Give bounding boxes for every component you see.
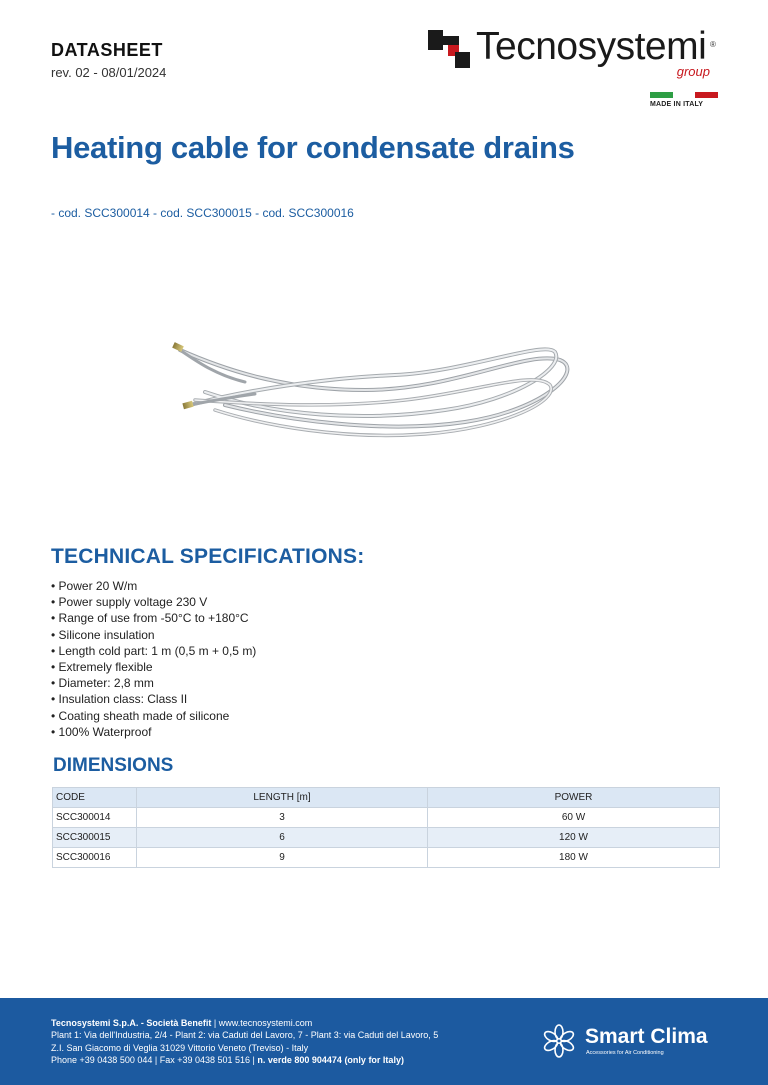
logo-registered-mark: ® <box>710 40 716 49</box>
spec-item: • Power supply voltage 230 V <box>51 594 256 610</box>
document-type: DATASHEET <box>51 40 163 60</box>
dimensions-heading: DIMENSIONS <box>53 755 174 776</box>
spec-item: • Diameter: 2,8 mm <box>51 675 256 691</box>
footer-location: Z.I. San Giacomo di Veglia 31029 Vittorio Veneto (Treviso) - Italy <box>51 1042 309 1053</box>
spec-item: • Length cold part: 1 m (0,5 m + 0,5 m) <box>51 643 256 659</box>
heating-cable-image <box>165 330 575 450</box>
cell-code: SCC300016 <box>53 848 137 868</box>
cell-length: 3 <box>137 808 428 828</box>
smart-clima-snowflake-icon <box>540 1022 578 1060</box>
cell-code: SCC300015 <box>53 828 137 848</box>
revision-date: rev. 02 - 08/01/2024 <box>51 65 167 80</box>
technical-specifications-heading: TECHNICAL SPECIFICATIONS: <box>51 545 365 568</box>
cell-power: 60 W <box>428 808 720 828</box>
spec-item: • Coating sheath made of silicone <box>51 708 256 724</box>
table-row <box>53 828 720 848</box>
spec-item: • Range of use from -50°C to +180°C <box>51 610 256 626</box>
footer-separator: | <box>211 1018 219 1028</box>
footer-phone: Phone +39 0438 500 044 <box>51 1054 153 1065</box>
column-header-power: POWER <box>428 788 720 808</box>
column-header-code: CODE <box>53 788 137 808</box>
footer-separator: | <box>152 1054 160 1065</box>
spec-item: • Power 20 W/m <box>51 578 256 594</box>
italian-flag-icon <box>650 92 718 98</box>
made-in-italy-badge <box>650 92 718 108</box>
logo-group-text: group <box>676 64 710 79</box>
footer-contact-info <box>51 1017 438 1066</box>
cell-power: 120 W <box>428 828 720 848</box>
cell-length: 9 <box>137 848 428 868</box>
spec-item: • Extremely flexible <box>51 659 256 675</box>
cell-code: SCC300014 <box>53 808 137 828</box>
footer-plants-address: Plant 1: Via dell'Industria, 2/4 - Plant 2: via Caduti del Lavoro, 7 - Plant 3: via Caduti del Lavoro, 5 <box>51 1030 439 1041</box>
specifications-list <box>51 578 256 740</box>
page-footer <box>0 998 768 1085</box>
page-title: Heating cable for condensate drains <box>51 130 575 165</box>
document-header <box>51 40 166 80</box>
table-row <box>53 808 720 828</box>
footer-company-name: Tecnosystemi S.p.A. - Società Benefit <box>51 1018 212 1028</box>
dimensions-table <box>52 787 720 868</box>
footer-separator: | <box>250 1054 258 1065</box>
table-row <box>53 848 720 868</box>
footer-toll-free: n. verde 800 904474 (only for Italy) <box>257 1054 404 1065</box>
cell-power: 180 W <box>428 848 720 868</box>
spec-item: • 100% Waterproof <box>51 724 256 740</box>
smart-clima-tagline: Accessories for Air Conditioning <box>586 1050 664 1056</box>
tecnosystemi-logo-icon <box>428 30 470 68</box>
product-codes: - cod. SCC300014 - cod. SCC300015 - cod. SCC300016 <box>51 206 354 220</box>
footer-website-link[interactable]: www.tecnosystemi.com <box>218 1018 313 1028</box>
footer-fax: Fax +39 0438 501 516 <box>159 1054 251 1065</box>
tecnosystemi-logo <box>428 25 720 80</box>
table-header-row <box>53 788 720 808</box>
spec-item: • Insulation class: Class II <box>51 691 256 707</box>
column-header-length: LENGTH [m] <box>137 788 428 808</box>
smart-clima-logo <box>540 1022 720 1062</box>
cell-length: 6 <box>137 828 428 848</box>
made-in-italy-label: MADE IN ITALY <box>650 101 704 108</box>
spec-item: • Silicone insulation <box>51 627 256 643</box>
logo-wordmark: Tecnosystemi <box>476 25 707 68</box>
smart-clima-name: Smart Clima <box>585 1025 708 1048</box>
